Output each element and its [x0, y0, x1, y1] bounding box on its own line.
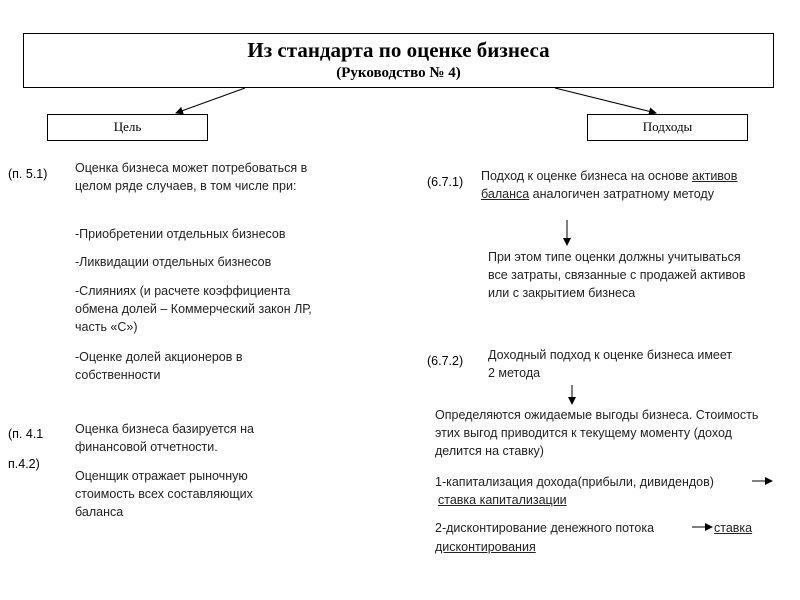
method-capitalization-label: 1-капитализация дохода(прибыли, дивидендов) [435, 475, 714, 489]
approaches-header: Подходы [587, 114, 748, 141]
ref-4-2: п.4.2) [8, 457, 40, 471]
method-discounting-label: 2-дисконтирование денежного потока [435, 521, 655, 535]
asset-approach-pre: Подход к оценке бизнеса на основе [481, 169, 693, 183]
arrow-to-approaches [555, 88, 656, 113]
purpose-item-shareholders: -Оценке долей акционеров в собственности [75, 350, 243, 382]
page-subtitle: (Руководство № 4) [336, 65, 461, 81]
purpose-item-liquidation: -Ликвидации отдельных бизнесов [75, 255, 272, 269]
basis-text: Оценка бизнеса базируется на финансовой отчетности. [75, 422, 254, 454]
balance-assets-link: активов баланса [481, 169, 738, 201]
asset-approach-text [481, 167, 766, 203]
appraiser-text: Оценщик отражает рыночную стоимость всех составляющих баланса [75, 469, 253, 519]
arrow-to-goal [176, 88, 245, 113]
title-box [23, 33, 774, 88]
ref-5-1: (п. 5.1) [8, 167, 48, 181]
method-capitalization [435, 473, 765, 509]
ref-4-1: (п. 4.1 [8, 427, 44, 441]
benefits-text: Определяются ожидаемые выгоды бизнеса. Стоимость этих выгод приводится к текущему моменту (доход делится на ставку) [435, 408, 759, 458]
asset-approach-post: аналогичен затратному методу [529, 187, 714, 201]
ref-6-7-2: (6.7.2) [427, 354, 464, 368]
page-title: Из стандарта по оценке бизнеса [247, 38, 550, 62]
purpose-item-acquisition: -Приобретении отдельных бизнесов [75, 227, 286, 241]
goal-header: Цель [47, 114, 208, 141]
income-approach-text: Доходный подход к оценке бизнеса имеет 2 метода [488, 348, 733, 380]
discount-rate-link-a: ставка [714, 521, 753, 535]
ref-6-7-1: (6.7.1) [427, 175, 464, 189]
purpose-intro: Оценка бизнеса может потребоваться в целом ряде случаев, в том числе при: [75, 161, 308, 193]
discount-rate-link-b: дисконтирования [435, 540, 536, 554]
costs-text: При этом типе оценки должны учитываться все затраты, связанные с продажей активов или с закрытием бизнеса [488, 250, 746, 300]
purpose-item-mergers: -Слияниях (и расчете коэффициента обмена долей – Коммерческий закон ЛР, часть «С») [75, 284, 312, 334]
capitalization-rate-link: ставка капитализации [438, 493, 567, 507]
